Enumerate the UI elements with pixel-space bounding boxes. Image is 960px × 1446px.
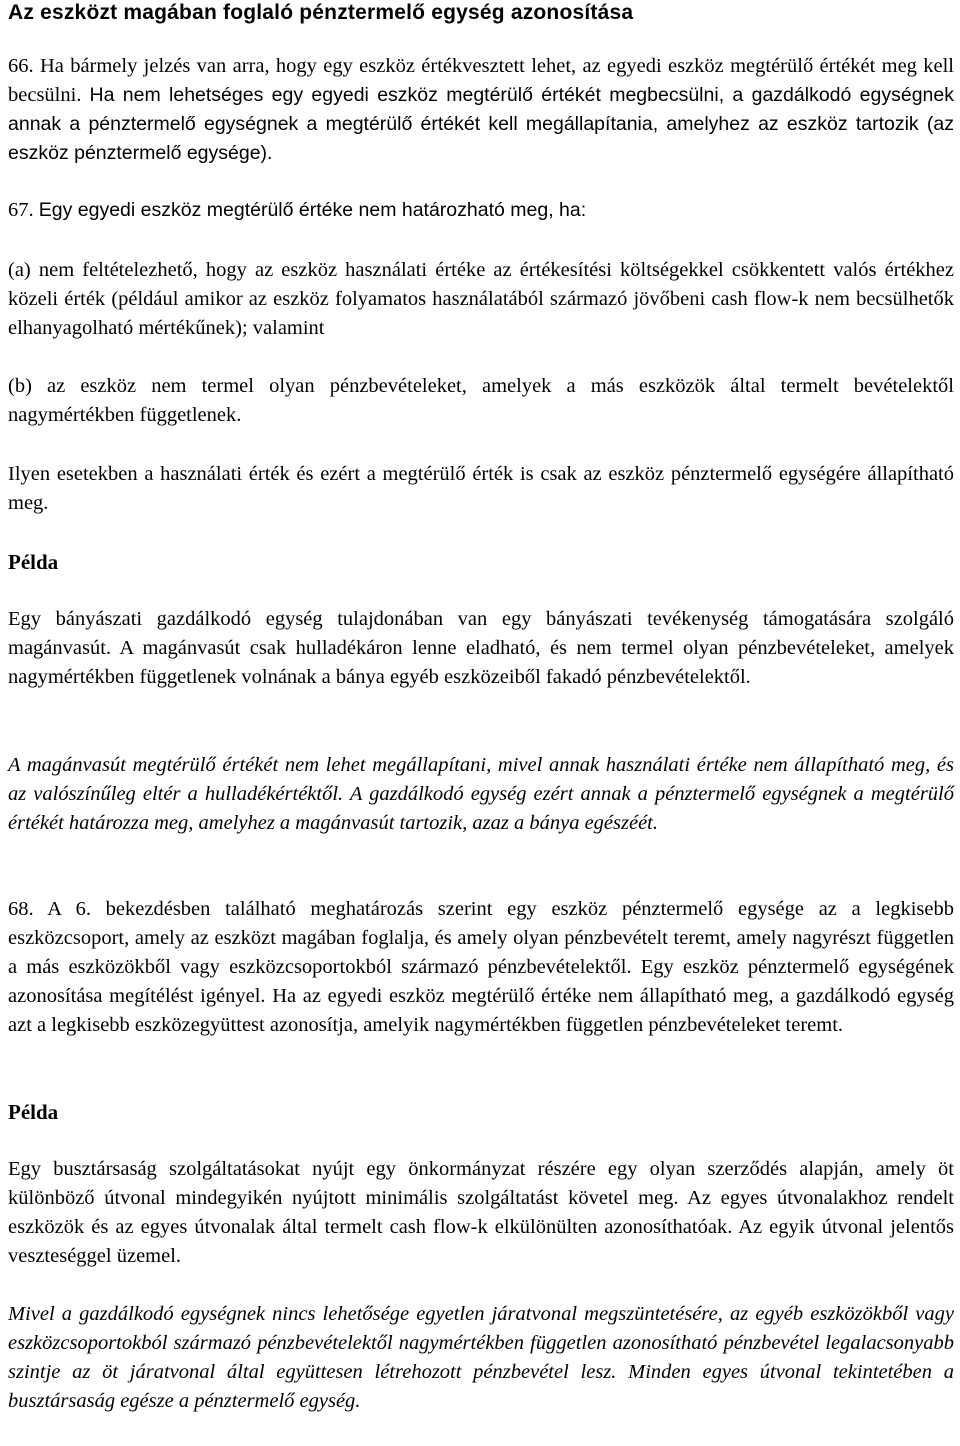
example-2-text: Egy busztársaság szolgáltatásokat nyújt egy önkormányzat részére egy olyan szerződés alapján, amely öt különböző útvonal mindegyikén nyújtott minimális szolgáltatást követel meg. Az egyes útvonalakhoz rendelt eszközök és az egyes útvonalak által termelt cash flow-k elkülönülten azonosíthatóak. Az egyik útvonal jelentős veszteséggel üzemel. xyxy=(8,1158,954,1267)
example-1-italic: A magánvasút megtérülő értékét nem lehet megállapítani, mivel annak használati értéke nem állapítható meg, és az valószínűleg eltér a hulladékértéktől. A gazdálkodó egység ezért annak a pénztermelő egységnek a megtérülő értékét határozza meg, amelyhez a magánvasút tartozik, azaz a bánya egészéét. xyxy=(8,754,954,834)
paragraph-66-sans: Ha nem lehetséges egy egyedi eszköz megtérülő értékét megbecsülni, a gazdálkodó egységnek annak a pénztermelő egységnek a megtérülő értékét kell megállapítania, amelyhez az eszköz tartozik (az eszköz pénztermelő egysége). xyxy=(8,84,954,164)
paragraph-66-serif: 66. Ha bármely jelzés van arra, hogy egy eszköz értékvesztett lehet, az egyedi eszköz megtérülő értékét meg kell becsülni. xyxy=(8,55,954,106)
example-2-title: Példa xyxy=(8,1100,59,1124)
paragraph-67 xyxy=(8,196,954,225)
paragraph-67-text: Egy egyedi eszköz megtérülő értéke nem határozható meg, ha: xyxy=(38,199,587,221)
paragraph-68: 68. A 6. bekezdésben található meghatározás szerint egy eszköz pénztermelő egysége az a legkisebb eszközcsoport, amely az eszközt magában foglalja, és amely olyan pénzbevételt teremt, amely nagyrészt független a más eszközökből vagy eszközcsoportokból származó pénzbevételektől. Egy eszköz pénztermelő egységének azonosítása megítélést igényel. Ha az egyedi eszköz megtérülő értéke nem állapítható meg, a gazdálkodó egység azt a legkisebb eszközegyüttest azonosítja, amelyik nagymértékben független pénzbevételeket teremt. xyxy=(8,898,954,1036)
paragraph-67b: (b) az eszköz nem termel olyan pénzbevételeket, amelyek a más eszközök által termelt bevételektől nagymértékben függetlenek. xyxy=(8,375,954,426)
example-1-text: Egy bányászati gazdálkodó egység tulajdonában van egy bányászati tevékenység támogatására szolgáló magánvasút. A magánvasút csak hulladékáron lenne eladható, és nem termel olyan pénzbevételeket, amelyek nagymértékben függetlenek volnának a bánya egyéb eszközeiből fakadó pénzbevételektől. xyxy=(8,608,954,688)
example-2-italic: Mivel a gazdálkodó egységnek nincs lehetősége egyetlen járatvonal megszüntetésére, az egyéb eszközökből vagy eszközcsoportokból származó pénzbevételektől nagymértékben független azonosítható pénzbevétel legalacsonyabb szintje az öt járatvonal által együttesen létrehozott pénzbevétel lesz. Minden egyes útvonal tekintetében a busztársaság egésze a pénztermelő egység. xyxy=(8,1303,954,1412)
paragraph-66 xyxy=(8,52,954,168)
paragraph-67c: Ilyen esetekben a használati érték és ezért a megtérülő érték is csak az eszköz pénztermelő egységére állapítható meg. xyxy=(8,463,954,514)
section-heading: Az eszközt magában foglaló pénztermelő egység azonosítása xyxy=(8,1,634,24)
paragraph-67-number: 67. xyxy=(8,199,34,221)
paragraph-67a: (a) nem feltételezhető, hogy az eszköz használati értéke az értékesítési költségekkel csökkentett valós értékhez közeli érték (például amikor az eszköz folyamatos használatából származó jövőbeni cash flow-k nem becsülhetők elhanyagolható mértékűnek); valamint xyxy=(8,259,954,339)
example-1-title: Példa xyxy=(8,550,59,574)
